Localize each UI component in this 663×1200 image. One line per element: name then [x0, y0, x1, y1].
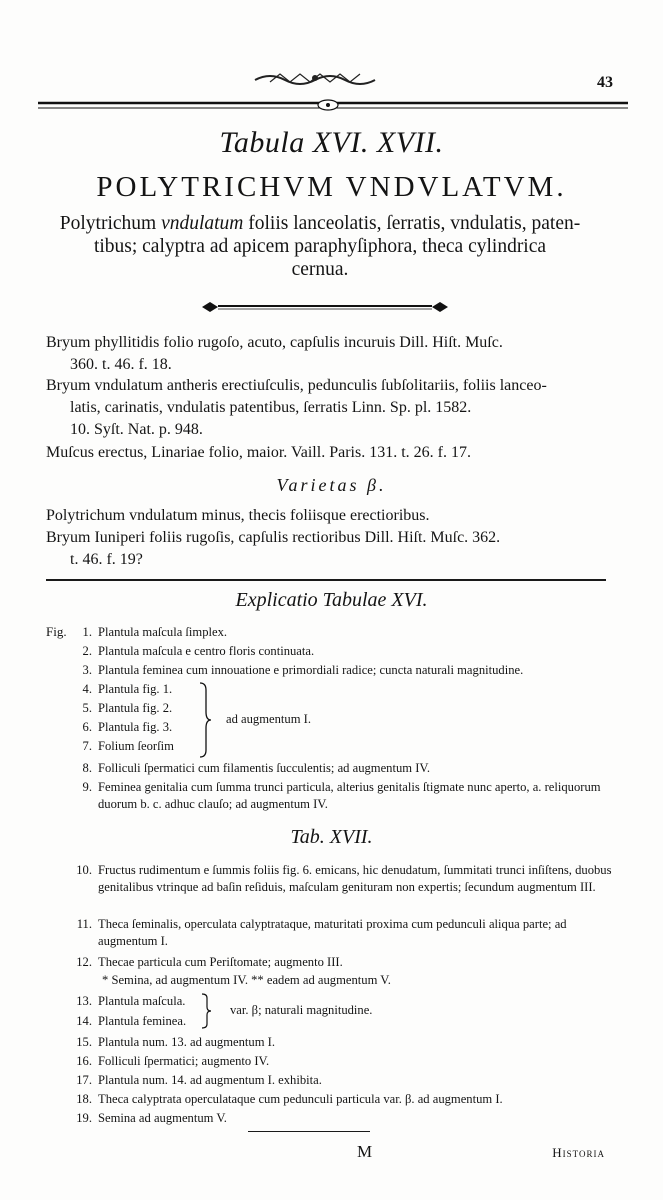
synonym-entry: Bryum phyllitidis folio rugoſo, acuto, capſulis incuruis Dill. Hiſt. Muſc. 360. t. 46. f. 18. — [46, 334, 503, 373]
species-title: POLYTRICHVM VNDVLATVM. — [96, 171, 567, 203]
explicatio-title: Explicatio Tabulae XVI. — [235, 589, 428, 611]
plate-item: 12. Thecae particula cum Periſtomate; augmento III. — [76, 955, 343, 969]
plate-item: 1. Plantula maſcula ſimplex. — [82, 625, 228, 639]
diagnosis-line: cernua. — [291, 259, 349, 280]
plate-item: 17. Plantula num. 14. ad augmentum I. exhibita. — [76, 1073, 322, 1087]
tab17-title: Tab. XVII. — [290, 826, 373, 848]
plate-title: Tabula XVI. XVII. — [219, 126, 444, 159]
plate-item: 15. Plantula num. 13. ad augmentum I. — [76, 1035, 275, 1049]
diagnosis-line: tibus; calyptra ad apicem paraphyſiphora, theca cylindrica — [93, 236, 547, 257]
plate-item: * Semina, ad augmentum IV. ** eadem ad augmentum V. — [102, 973, 391, 987]
catchword: Historia — [552, 1145, 605, 1160]
plate-item: 11. Theca ſeminalis, operculata calyptrataque, maturitati proxima cum pedunculi aliqua parte; ad augmentum I. — [76, 917, 567, 948]
plate-item: 14. Plantula feminea. — [76, 1014, 187, 1028]
brace-label: ad augmentum I. — [226, 712, 311, 726]
plate-item: 3. Plantula feminea cum innouatione e primordiali radice; cuncta naturali magnitudine. — [82, 663, 524, 677]
variety-text: Polytrichum vndulatum minus, thecis foliisque erectioribus. Bryum Iuniperi foliis rugoſis, capſulis rectioribus Dill. Hiſt. Muſc. 362. t. 46. f. 19? — [46, 507, 501, 568]
page-number: 43 — [597, 74, 613, 91]
diagnosis — [40, 212, 600, 281]
end-rule — [248, 1131, 370, 1132]
plate-item: 2. Plantula maſcula e centro floris continuata. — [82, 644, 315, 658]
plate-item: 9. Feminea genitalia cum ſumma trunci particula, alterius genitalis ſtigmate nunc aperto, a. reliquorum duorum b. c. adhuc clauſo; ad augmentum IV. — [82, 780, 601, 811]
plate-item: 18. Theca calyptrata operculataque cum pedunculi particula var. β. ad augmentum I. — [76, 1092, 503, 1106]
ornament-rule-icon — [200, 300, 450, 314]
brace-icon — [198, 682, 212, 758]
synonym-entry: Bryum vndulatum antheris erectiuſculis, pedunculis ſubſolitariis, foliis lanceo- latis, carinatis, vndulatis patentibus, ſerratis Linn. Sp. pl. 1582. 10. Syſt. Nat. p. 948. — [46, 377, 547, 438]
plate-item: 10. Fructus rudimentum e ſummis foliis fig. 6. emicans, hic denudatum, ſummitati trunci inſiſtens, duobus genitalibus vtrinque ad baſin reſiduis, maſculam genituram non expertis; ſecundum augmentum III. — [76, 863, 612, 894]
plate-item: 5. Plantula fig. 2. — [82, 701, 173, 715]
plate-item: 19. Semina ad augmentum V. — [76, 1111, 227, 1125]
diagnosis-line: Polytrichum vndulatum foliis lanceolatis, ſerratis, vndulatis, paten- — [59, 213, 581, 234]
fig-label: Fig. — [46, 624, 67, 639]
brace-label: var. β; naturali magnitudine. — [230, 1003, 373, 1017]
plate-item: 4. Plantula fig. 1. — [82, 682, 173, 696]
double-rule — [38, 98, 628, 112]
variety-title: Varietas β. — [276, 475, 387, 495]
ornament-head-icon — [250, 68, 380, 88]
plate-item: 16. Folliculi ſpermatici; augmento IV. — [76, 1054, 270, 1068]
plate-item: 6. Plantula fig. 3. — [82, 720, 173, 734]
plate-item: 13. Plantula maſcula. — [76, 994, 186, 1008]
brace-icon — [200, 993, 212, 1029]
synonym-entry: Muſcus erectus, Linariae folio, maior. Vaill. Paris. 131. t. 26. f. 17. — [46, 444, 471, 461]
plate-item: 8. Folliculi ſpermatici cum filamentis ſucculentis; ad augmentum IV. — [82, 761, 431, 775]
plate-item: 7. Folium ſeorſim — [82, 739, 174, 753]
signature-mark: M — [357, 1142, 373, 1161]
section-rule — [46, 579, 606, 581]
